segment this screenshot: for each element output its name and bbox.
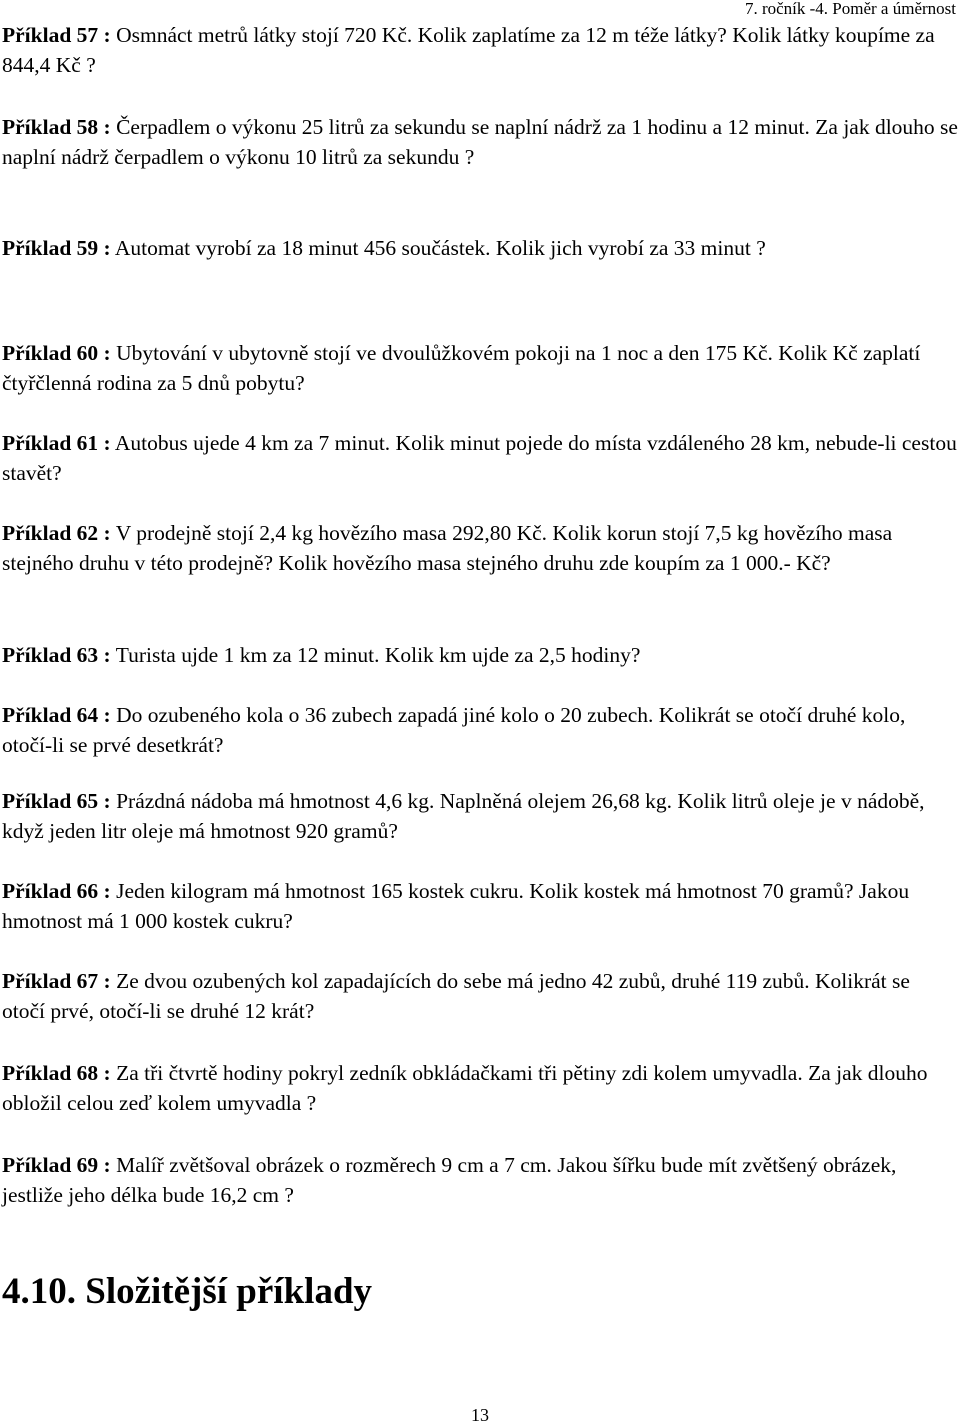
exercise-64 xyxy=(2,700,958,760)
exercise-67 xyxy=(2,966,958,1026)
exercise-text: Čerpadlem o výkonu 25 litrů za sekundu se naplní nádrž za 1 hodinu a 12 minut. Za jak dlouho se naplní nádrž čerpadlem o výkonu 10 litrů za sekundu ? xyxy=(2,115,958,169)
exercise-text: Autobus ujede 4 km za 7 minut. Kolik minut pojede do místa vzdáleného 28 km, nebude-li cestou stavět? xyxy=(2,431,957,485)
exercise-57 xyxy=(2,20,958,80)
exercise-text: Ubytování v ubytovně stojí ve dvoulůžkovém pokoji na 1 noc a den 175 Kč. Kolik Kč zaplatí čtyřčlenná rodina za 5 dnů pobytu? xyxy=(2,341,921,395)
exercise-label: Příklad 60 : xyxy=(2,341,111,365)
exercise-label: Příklad 64 : xyxy=(2,703,111,727)
exercise-text: Malíř zvětšoval obrázek o rozměrech 9 cm a 7 cm. Jakou šířku bude mít zvětšený obrázek, jestliže jeho délka bude 16,2 cm ? xyxy=(2,1153,897,1207)
exercise-60 xyxy=(2,338,958,398)
exercise-label: Příklad 67 : xyxy=(2,969,111,993)
exercise-68 xyxy=(2,1058,958,1118)
exercise-text: Jeden kilogram má hmotnost 165 kostek cukru. Kolik kostek má hmotnost 70 gramů? Jakou hmotnost má 1 000 kostek cukru? xyxy=(2,879,910,933)
exercise-text: V prodejně stojí 2,4 kg hovězího masa 292,80 Kč. Kolik korun stojí 7,5 kg hovězího masa stejného druhu v této prodejně? Kolik hovězího masa stejného druhu zde koupím za 1 000.- Kč? xyxy=(2,521,893,575)
page-number: 13 xyxy=(471,1405,489,1425)
exercise-61 xyxy=(2,428,958,488)
exercise-66 xyxy=(2,876,958,936)
exercise-text: Osmnáct metrů látky stojí 720 Kč. Kolik zaplatíme za 12 m téže látky? Kolik látky koupíme za 844,4 Kč ? xyxy=(2,23,935,77)
exercise-text: Turista ujde 1 km za 12 minut. Kolik km ujde za 2,5 hodiny? xyxy=(110,643,641,667)
exercise-62 xyxy=(2,518,958,578)
exercise-label: Příklad 58 : xyxy=(2,115,111,139)
exercise-label: Příklad 62 : xyxy=(2,521,111,545)
section-heading: 4.10. Složitější příklady xyxy=(2,1271,373,1312)
exercise-58 xyxy=(2,112,958,172)
exercise-text: Za tři čtvrtě hodiny pokryl zedník obkládačkami tři pětiny zdi kolem umyvadla. Za jak dlouho obložil celou zeď kolem umyvadla ? xyxy=(2,1061,928,1115)
exercise-label: Příklad 61 : xyxy=(2,431,111,455)
exercise-label: Příklad 66 : xyxy=(2,879,111,903)
running-header: 7. ročník -4. Poměr a úměrnost xyxy=(744,0,956,18)
exercise-text: Do ozubeného kola o 36 zubech zapadá jiné kolo o 20 zubech. Kolikrát se otočí druhé kolo, otočí-li se prvé desetkrát? xyxy=(2,703,906,757)
exercise-59 xyxy=(2,233,958,263)
exercise-label: Příklad 59 : xyxy=(2,236,111,260)
exercise-text: Automat vyrobí za 18 minut 456 součástek. Kolik jich vyrobí za 33 minut ? xyxy=(110,236,766,260)
exercise-69 xyxy=(2,1150,958,1210)
exercise-63 xyxy=(2,640,958,670)
exercise-label: Příklad 63 : xyxy=(2,643,111,667)
exercise-label: Příklad 69 : xyxy=(2,1153,111,1177)
exercise-label: Příklad 65 : xyxy=(2,789,111,813)
exercise-text: Ze dvou ozubených kol zapadajících do sebe má jedno 42 zubů, druhé 119 zubů. Kolikrát se otočí prvé, otočí-li se druhé 12 krát? xyxy=(2,969,910,1023)
exercise-65 xyxy=(2,786,958,846)
exercise-label: Příklad 68 : xyxy=(2,1061,111,1085)
exercise-label: Příklad 57 : xyxy=(2,23,111,47)
exercise-text: Prázdná nádoba má hmotnost 4,6 kg. Naplněná olejem 26,68 kg. Kolik litrů oleje je v nádobě, když jeden litr oleje má hmotnost 920 gramů? xyxy=(2,789,925,843)
